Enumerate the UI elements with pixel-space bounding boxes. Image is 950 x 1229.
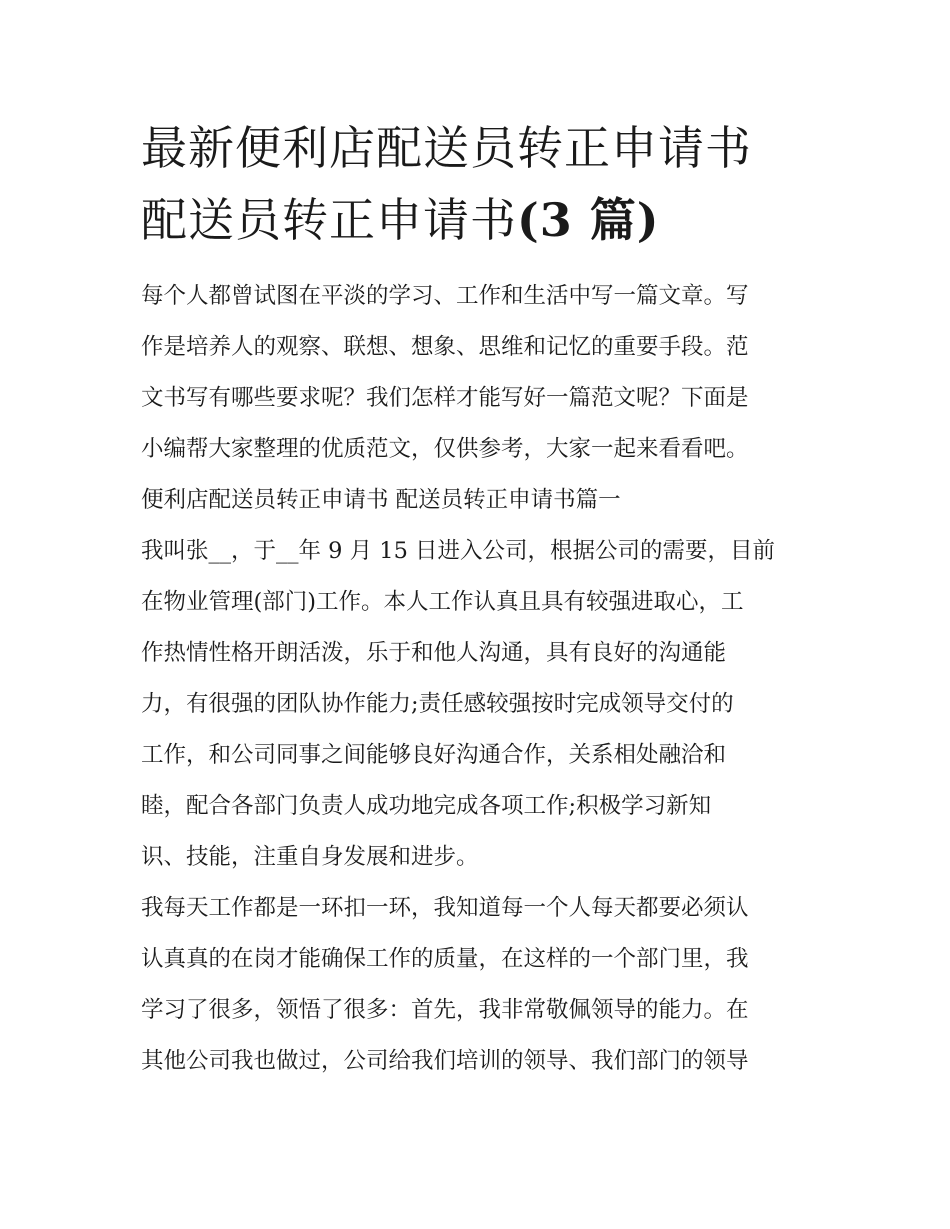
text-line: 其他公司我也做过，公司给我们培训的领导、我们部门的领导 — [141, 1048, 749, 1074]
text-line: 认真真的在岗才能确保工作的质量，在这样的一个部门里，我 — [141, 946, 749, 972]
paragraph-self-intro — [141, 526, 821, 883]
paragraph-daily-work — [141, 883, 821, 1087]
text-line: 便利店配送员转正申请书 配送员转正申请书篇一 — [141, 487, 621, 513]
text-line: 我每天工作都是一环扣一环，我知道每一个人每天都要必须认 — [141, 895, 749, 921]
text-line: 睦，配合各部门负责人成功地完成各项工作;积极学习新知 — [141, 793, 712, 819]
text-line: 在物业管理(部门)工作。本人工作认真且具有较强进取心，工 — [141, 589, 744, 615]
text-line: 识、技能，注重自身发展和进步。 — [141, 844, 479, 870]
document-page — [141, 112, 821, 1087]
text-line: 我叫张__，于__年 9 月 15 日进入公司，根据公司的需要，目前 — [141, 538, 776, 564]
text-line: 每个人都曾试图在平淡的学习、工作和生活中写一篇文章。写 — [141, 283, 749, 309]
text-line: 学习了很多，领悟了很多：首先，我非常敬佩领导的能力。在 — [141, 997, 749, 1023]
section-heading — [141, 475, 821, 526]
document-title — [141, 112, 821, 256]
title-line-2-suffix: (3 篇) — [517, 193, 660, 247]
title-line-2 — [141, 184, 821, 256]
text-line: 文书写有哪些要求呢？我们怎样才能写好一篇范文呢？下面是 — [141, 385, 749, 411]
document-body — [141, 271, 821, 1087]
paragraph-intro — [141, 271, 821, 475]
title-line-2-main: 配送员转正申请书 — [141, 193, 517, 247]
text-line: 工作，和公司同事之间能够良好沟通合作，关系相处融洽和 — [141, 742, 727, 768]
text-line: 力，有很强的团队协作能力;责任感较强按时完成领导交付的 — [141, 691, 734, 717]
text-line: 作是培养人的观察、联想、想象、思维和记忆的重要手段。范 — [141, 334, 749, 360]
text-line: 作热情性格开朗活泼，乐于和他人沟通，具有良好的沟通能 — [141, 640, 727, 666]
title-line-1: 最新便利店配送员转正申请书 — [141, 121, 752, 175]
text-line: 小编帮大家整理的优质范文，仅供参考，大家一起来看看吧。 — [141, 436, 749, 462]
